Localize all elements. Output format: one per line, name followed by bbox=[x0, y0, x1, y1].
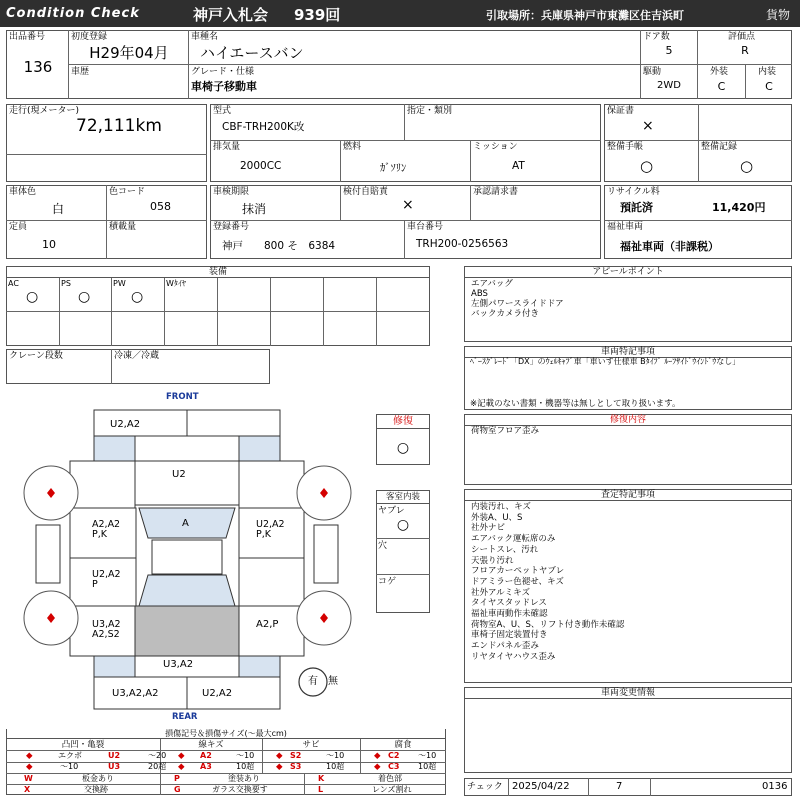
equip-pw-label: PW bbox=[113, 279, 126, 288]
equipment-title: 装備 bbox=[7, 267, 429, 278]
legend-r1-7: C2 bbox=[388, 751, 400, 760]
grade-label: グレード・仕様 bbox=[191, 67, 255, 77]
lot-no: 136 bbox=[23, 58, 53, 76]
mark-rear-bumper-left: U3,A2,A2 bbox=[112, 688, 159, 699]
appraisal-line-15: リヤタイヤハウス歪み bbox=[471, 651, 556, 662]
body-color-label: 車体色 bbox=[9, 187, 37, 197]
legend-r1-6: 〜10 bbox=[326, 751, 345, 760]
appraisal-line-4: エアバック運転席のみ bbox=[471, 534, 556, 545]
appraisal-line-13: 車椅子固定装置付き bbox=[471, 630, 548, 641]
code-l: L bbox=[318, 785, 324, 794]
code-x: X bbox=[24, 785, 31, 794]
appraisal-line-14: エンドパネル歪み bbox=[471, 641, 539, 652]
code-w: W bbox=[24, 774, 33, 783]
cabin-hole-label: 穴 bbox=[378, 541, 388, 551]
legend-diamond-1: ◆ bbox=[26, 751, 33, 761]
equip-pw-mark: ○ bbox=[131, 289, 144, 305]
mark-hood: U2 bbox=[172, 469, 186, 480]
lot-no-label: 出品番号 bbox=[9, 32, 46, 42]
appeal-title: アピールポイント bbox=[465, 267, 791, 278]
mileage-label: 走行(現メーター) bbox=[9, 106, 80, 116]
recycle-label: リサイクル料 bbox=[607, 187, 660, 197]
score-label: 評価点 bbox=[728, 32, 756, 42]
mark-windshield: A bbox=[182, 518, 189, 529]
check-num: 7 bbox=[616, 781, 623, 792]
doors: 5 bbox=[665, 44, 673, 57]
appeal-line-2: ABS bbox=[471, 289, 488, 299]
mark-tailgate: U3,A2 bbox=[163, 659, 194, 670]
badge-without: 無 bbox=[328, 676, 338, 687]
recycle-fee: 11,420円 bbox=[712, 201, 766, 214]
chassis-label: 車台番号 bbox=[407, 222, 444, 232]
special-note-3: ※記載のない書類・機器等は無しとして取り扱います。 bbox=[470, 399, 681, 409]
welfare-label: 福祉車両 bbox=[607, 222, 644, 232]
freezer-label: 冷凍／冷蔵 bbox=[114, 351, 160, 361]
warranty: × bbox=[642, 118, 654, 134]
legend-title: 損傷記号＆損傷サイズ(〜最大cm) bbox=[7, 729, 445, 739]
appraisal-line-2: 外装A、U、S bbox=[471, 512, 523, 523]
mission-label: ミッション bbox=[473, 142, 518, 152]
mark-left-front-door: A2,A2 P,K bbox=[92, 519, 121, 540]
appeal-line-1: エアバッグ bbox=[471, 279, 513, 289]
legend-diamond-5: ◆ bbox=[26, 762, 33, 772]
vehicle-name: ハイエースバン bbox=[200, 44, 304, 62]
mark-left-quarter: U3,A2 A2,S2 bbox=[92, 619, 121, 640]
legend-r2-0: 〜10 bbox=[60, 762, 79, 771]
interior: C bbox=[765, 80, 773, 93]
crane-label: クレーン段数 bbox=[9, 351, 63, 361]
cabin-title: 客室内装 bbox=[377, 491, 429, 504]
autoweight-label: 検付自賠責 bbox=[343, 187, 389, 197]
code-g: G bbox=[174, 785, 181, 794]
legend-r2-5: S3 bbox=[290, 762, 302, 771]
appraisal-line-7: フロアカーペットヤブレ bbox=[471, 566, 565, 577]
exterior: C bbox=[717, 80, 726, 93]
record-label: 整備記録 bbox=[701, 142, 738, 152]
legend-r1-0: エクボ bbox=[58, 751, 82, 760]
mileage: 72,111km bbox=[76, 116, 162, 136]
first-reg: H29年04月 bbox=[89, 44, 169, 62]
legend-r2-3: A3 bbox=[200, 762, 212, 771]
legend-diamond-6: ◆ bbox=[178, 762, 185, 772]
appraisal-title: 査定特記事項 bbox=[465, 490, 791, 501]
approval-label: 承認請求書 bbox=[473, 187, 519, 197]
legend-diamond-3: ◆ bbox=[276, 751, 283, 761]
equip-ac-mark: ○ bbox=[26, 289, 39, 305]
rear-label: REAR bbox=[172, 712, 198, 722]
record: ○ bbox=[740, 157, 754, 175]
code-w-text: 板金あり bbox=[82, 774, 114, 783]
legend-r1-1: U2 bbox=[108, 751, 121, 760]
legend-r2-6: 10超 bbox=[326, 762, 345, 771]
displacement: 2000CC bbox=[240, 160, 282, 172]
legend-r1-8: 〜10 bbox=[418, 751, 437, 760]
legend-r2-7: C3 bbox=[388, 762, 400, 771]
warranty-label: 保証書 bbox=[607, 106, 635, 116]
appraisal-line-10: タイヤスタッドレス bbox=[471, 598, 547, 609]
code-x-text: 交換跡 bbox=[84, 785, 108, 794]
mark-rear-bumper-right: U2,A2 bbox=[202, 688, 233, 699]
plate: 神戸 800 そ 6384 bbox=[222, 240, 336, 252]
legend-dent-header: 凸凹・亀裂 bbox=[61, 740, 105, 750]
repair-history-mark: ○ bbox=[396, 440, 410, 456]
history-label: 車歴 bbox=[71, 67, 90, 77]
repair-content-title: 修復内容 bbox=[465, 415, 791, 426]
doors-label: ドア数 bbox=[643, 32, 670, 42]
mission: AT bbox=[512, 160, 525, 172]
fuel-label: 燃料 bbox=[343, 142, 362, 152]
modification-box bbox=[464, 687, 792, 773]
legend-r1-3: A2 bbox=[200, 751, 212, 760]
appeal-line-3: 左側パワースライドドア bbox=[471, 299, 564, 309]
appraisal-line-9: 社外アルミキズ bbox=[471, 587, 530, 598]
mark-left-rear-door: U2,A2 P bbox=[92, 569, 121, 590]
legend-rust-header: サビ bbox=[302, 740, 320, 750]
model-label: 型式 bbox=[213, 106, 232, 116]
repair-content-line: 荷物室フロア歪み bbox=[471, 426, 540, 436]
fuel: ｶﾞｿﾘﾝ bbox=[380, 162, 407, 174]
equipment-box bbox=[6, 266, 430, 346]
name-label: 車種名 bbox=[191, 32, 219, 42]
check-date: 2025/04/22 bbox=[512, 781, 570, 792]
special-notes-title: 車両特記事項 bbox=[465, 347, 791, 358]
appraisal-line-3: 社外ナビ bbox=[471, 523, 506, 534]
legend-r1-2: 〜20 bbox=[148, 751, 167, 760]
capacity: 10 bbox=[42, 238, 56, 251]
legend-corrosion-header: 腐食 bbox=[394, 740, 412, 750]
check-label: チェック bbox=[467, 782, 503, 792]
body-color: 白 bbox=[52, 202, 65, 216]
mark-front-panel: U2,A2 bbox=[110, 419, 141, 430]
special-note-1: ﾍﾞｰｽｸﾞﾚｰﾄﾞ「DX」のｳｪﾙｷｬﾌﾞ車「車いす仕様車 Bﾀｲﾌﾟ ﾙｰﾌｻｲﾄﾞｳｲﾝﾄﾞｳなし」 bbox=[470, 357, 741, 366]
exterior-label: 外装 bbox=[710, 67, 729, 77]
check-code: 0136 bbox=[762, 781, 788, 792]
legend-r2-8: 10超 bbox=[418, 762, 437, 771]
cabin-tear-label: ヤブレ bbox=[378, 506, 405, 516]
appeal-line-4: バックカメラ付き bbox=[471, 309, 540, 319]
drive: 2WD bbox=[657, 80, 681, 91]
appraisal-line-12: 荷物室A、U、S、リフト付き動作未確認 bbox=[471, 619, 625, 630]
brand-title: Condition Check bbox=[6, 6, 140, 21]
legend-r2-4: 10超 bbox=[236, 762, 255, 771]
vehicle-category: 貨物 bbox=[766, 8, 791, 22]
code-k-text: 着色部 bbox=[378, 774, 402, 783]
manual: ○ bbox=[640, 157, 654, 175]
code-l-text: レンズ割れ bbox=[372, 785, 412, 794]
load-label: 積載量 bbox=[109, 222, 137, 232]
drive-label: 駆動 bbox=[643, 67, 662, 77]
legend-r1-4: 〜10 bbox=[236, 751, 255, 760]
mark-right-quarter: A2,P bbox=[256, 619, 279, 630]
pickup-location: 引取場所：兵庫県神戸市東灘区住吉浜町 bbox=[486, 9, 684, 22]
auction-name: 神戸入札会 bbox=[193, 6, 269, 24]
legend-r1-5: S2 bbox=[290, 751, 302, 760]
code-g-text: ガラス交換要す bbox=[212, 785, 268, 794]
legend-r2-1: U3 bbox=[108, 762, 121, 771]
inspection-label: 車検期限 bbox=[213, 187, 250, 197]
cabin-tear-mark: ○ bbox=[396, 517, 410, 533]
badge-with: 有 bbox=[308, 676, 318, 687]
capacity-label: 定員 bbox=[9, 222, 28, 232]
cabin-burn-label: コゲ bbox=[378, 577, 397, 587]
autoweight: × bbox=[402, 197, 414, 213]
color-code-label: 色コード bbox=[109, 187, 146, 197]
equip-ps-label: PS bbox=[61, 279, 71, 288]
inspection: 抹消 bbox=[242, 202, 267, 216]
legend-r2-2: 20超 bbox=[148, 762, 167, 771]
appraisal-line-11: 福祉車両動作未確認 bbox=[471, 609, 548, 619]
equip-ps-mark: ○ bbox=[78, 289, 91, 305]
equip-ac-label: AC bbox=[8, 279, 19, 288]
displacement-label: 排気量 bbox=[213, 142, 241, 152]
legend-diamond-4: ◆ bbox=[374, 751, 381, 761]
grade: 車椅子移動車 bbox=[191, 80, 257, 93]
model: CBF-TRH200K改 bbox=[222, 121, 305, 133]
color-code: 058 bbox=[150, 200, 171, 213]
designation-label: 指定・類別 bbox=[407, 106, 453, 116]
chassis: TRH200-0256563 bbox=[416, 238, 509, 250]
code-p-text: 塗装あり bbox=[228, 774, 260, 783]
welfare: 福祉車両（非課税） bbox=[620, 240, 719, 253]
score: R bbox=[741, 44, 749, 57]
appraisal-line-8: ドアミラー色褪せ、キズ bbox=[471, 576, 564, 587]
code-k: K bbox=[318, 774, 325, 783]
modification-title: 車両変更情報 bbox=[465, 688, 791, 699]
appraisal-line-6: 天張り汚れ bbox=[471, 555, 514, 566]
code-p: P bbox=[174, 774, 180, 783]
appraisal-line-1: 内装汚れ、キズ bbox=[471, 502, 531, 512]
repair-history-title: 修復 bbox=[377, 415, 429, 429]
plate-label: 登録番号 bbox=[213, 222, 250, 232]
lot-session: 939回 bbox=[294, 6, 341, 24]
legend-scratch-header: 線キズ bbox=[198, 740, 224, 750]
legend-diamond-8: ◆ bbox=[374, 762, 381, 772]
legend-diamond-2: ◆ bbox=[178, 751, 185, 761]
equip-wtire-label: Wﾀｲﾔ bbox=[166, 279, 186, 288]
first-reg-label: 初度登録 bbox=[71, 32, 108, 42]
appraisal-line-5: シートスレ、汚れ bbox=[471, 544, 539, 555]
front-label: FRONT bbox=[166, 392, 199, 402]
recycle-status: 預託済 bbox=[620, 201, 653, 214]
mark-right-front-door: U2,A2 P,K bbox=[256, 519, 285, 540]
legend-diamond-7: ◆ bbox=[276, 762, 283, 772]
manual-label: 整備手帳 bbox=[607, 142, 644, 152]
interior-label: 内装 bbox=[758, 67, 777, 77]
